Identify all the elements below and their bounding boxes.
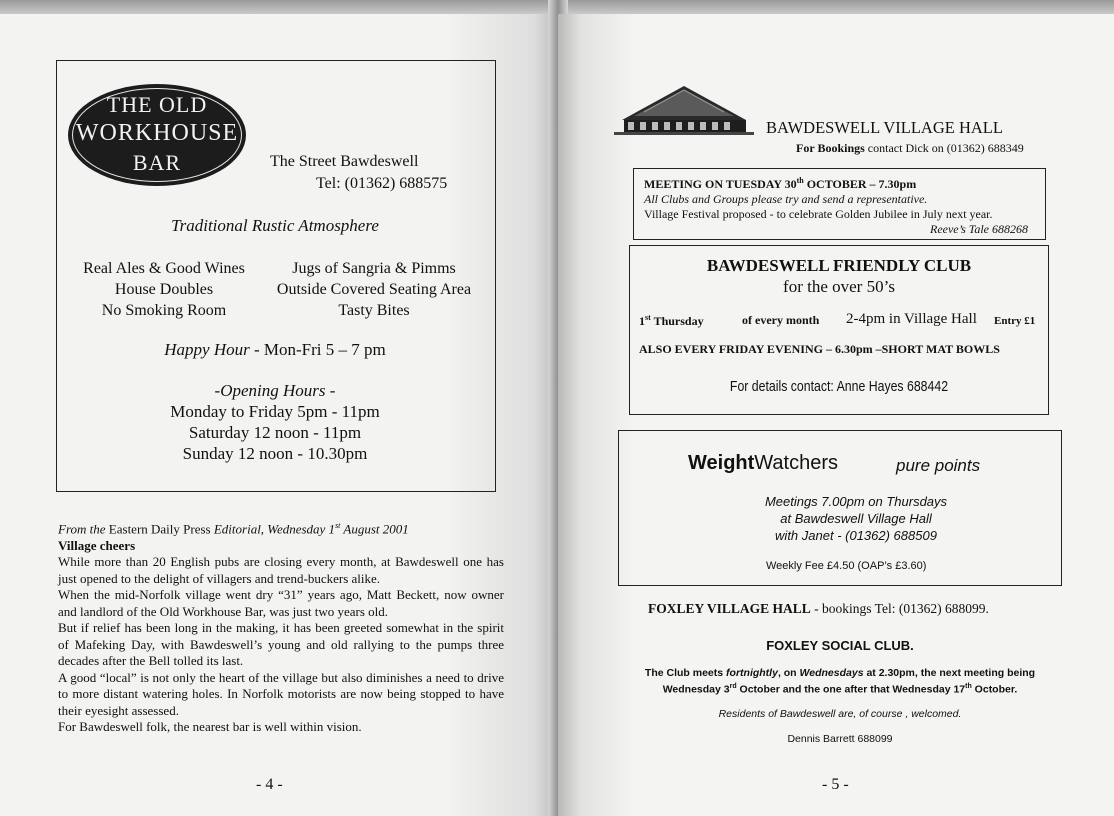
meeting-title: MEETING ON TUESDAY 30th OCTOBER – 7.30pm (644, 176, 917, 191)
foxley-club-line-1: The Club meets fortnightly, on Wednesdays at 2.30pm, the next meeting being (644, 667, 1036, 679)
page-number-4: - 4 - (256, 776, 283, 793)
press-article (58, 518, 504, 736)
pub-street: The Street Bawdeswell (270, 153, 419, 170)
meeting-line-2: All Clubs and Groups please try and send a representative. (644, 192, 928, 206)
meeting-line-3: Village Festival proposed - to celebrate Golden Jubilee in July next year. (644, 207, 993, 221)
features-left (64, 258, 264, 321)
weightwatchers-line: Meetings 7.00pm on Thursdays (764, 494, 948, 509)
article-source: From the Eastern Daily Press Editorial, Wednesday 1st August 2001 (58, 521, 409, 537)
feature-item: Real Ales & Good Wines (83, 260, 245, 277)
friendly-club-time-place: 2-4pm in Village Hall (846, 311, 977, 327)
article-paragraph: For Bawdeswell folk, the nearest bar is well within vision. (58, 719, 362, 735)
foxley-hall: FOXLEY VILLAGE HALL - bookings Tel: (01362) 688099. (648, 601, 989, 616)
foxley-club-contact: Dennis Barrett 688099 (787, 733, 893, 745)
article-paragraph: While more than 20 English pubs are closing every month, at Bawdeswell one has just opened to the delight of villagers and trend-buckers alike. (58, 554, 504, 586)
pub-telephone: Tel: (01362) 688575 (316, 175, 448, 192)
opening-hours (56, 380, 494, 464)
weightwatchers-tagline: pure points (896, 456, 981, 475)
page-number-5: - 5 - (822, 776, 849, 793)
weightwatchers-brand: WeightWatchers (688, 452, 839, 474)
foxley-club-title: FOXLEY SOCIAL CLUB. (766, 638, 914, 653)
feature-item: No Smoking Room (101, 302, 227, 319)
logo-line-3: BAR (132, 150, 182, 175)
foxley-club-residents: Residents of Bawdeswell are, of course , welcomed. (718, 708, 962, 720)
village-hall-bookings: For Bookings contact Dick on (01362) 688349 (796, 141, 1024, 155)
opening-hours-line: Saturday 12 noon - 11pm (188, 423, 362, 442)
feature-item: Outside Covered Seating Area (276, 281, 472, 298)
opening-hours-line: Monday to Friday 5pm - 11pm (170, 402, 380, 421)
village-hall-illustration (614, 80, 754, 136)
feature-item: Jugs of Sangria & Pimms (292, 260, 456, 277)
weightwatchers-details (700, 493, 1012, 544)
article-paragraph: A good “local” is not only the heart of the village but also diminishes a need to drive to more distant watering holes. In Norfolk motorists are now being stopped to have their eyesight assessed. (58, 669, 504, 718)
logo-line-1: THE OLD (106, 92, 208, 117)
happy-hour-times: - Mon-Fri 5 – 7 pm (249, 340, 386, 359)
friendly-club-friday: ALSO EVERY FRIDAY EVENING – 6.30pm –SHORT MAT BOWLS (639, 342, 1000, 356)
article-paragraph: But if relief has been long in the making, it has been greeted somewhat in the spirit of Mafeking Day, with Bawdeswell’s young and old rallying to the pumps three decades after the Bell tolled its last. (58, 620, 504, 669)
friendly-club-frequency: of every month (742, 313, 820, 327)
village-hall-title: BAWDESWELL VILLAGE HALL (766, 118, 1003, 137)
features-right (262, 258, 486, 321)
feature-item: House Doubles (114, 281, 214, 298)
friendly-club-day: 1st Thursday (639, 313, 704, 328)
friendly-club-entry: Entry £1 (994, 315, 1036, 327)
weightwatchers-line: with Janet - (01362) 688509 (775, 528, 937, 543)
foxley-club-line-2: Wednesday 3rd October and the one after that Wednesday 17th October. (662, 683, 1018, 696)
happy-hour (56, 340, 494, 360)
pub-logo (68, 84, 246, 186)
logo-line-2: WORKHOUSE (75, 120, 239, 146)
weightwatchers-fee: Weekly Fee £4.50 (OAP’s £3.60) (766, 560, 927, 572)
article-paragraph: When the mid-Norfolk village went dry “31” years ago, Matt Beckett, now owner and landlord of the Old Workhouse Bar, was just two years old. (58, 587, 504, 619)
weightwatchers-line: at Bawdeswell Village Hall (780, 511, 932, 526)
friendly-club-subtitle: for the over 50’s (783, 277, 895, 296)
happy-hour-label: Happy Hour (164, 340, 250, 359)
meeting-contact: Reeve’s Tale 688268 (930, 222, 1028, 236)
opening-hours-line: Sunday 12 noon - 10.30pm (182, 444, 368, 463)
opening-hours-heading: -Opening Hours - (214, 381, 336, 400)
friendly-club-contact: For details contact: Anne Hayes 688442 (729, 378, 949, 395)
pub-tagline: Traditional Rustic Atmosphere (171, 216, 379, 235)
feature-item: Tasty Bites (338, 302, 410, 319)
foxley-club-details (620, 666, 1060, 697)
article-headline: Village cheers (58, 537, 136, 553)
friendly-club-title: BAWDESWELL FRIENDLY CLUB (706, 256, 972, 275)
